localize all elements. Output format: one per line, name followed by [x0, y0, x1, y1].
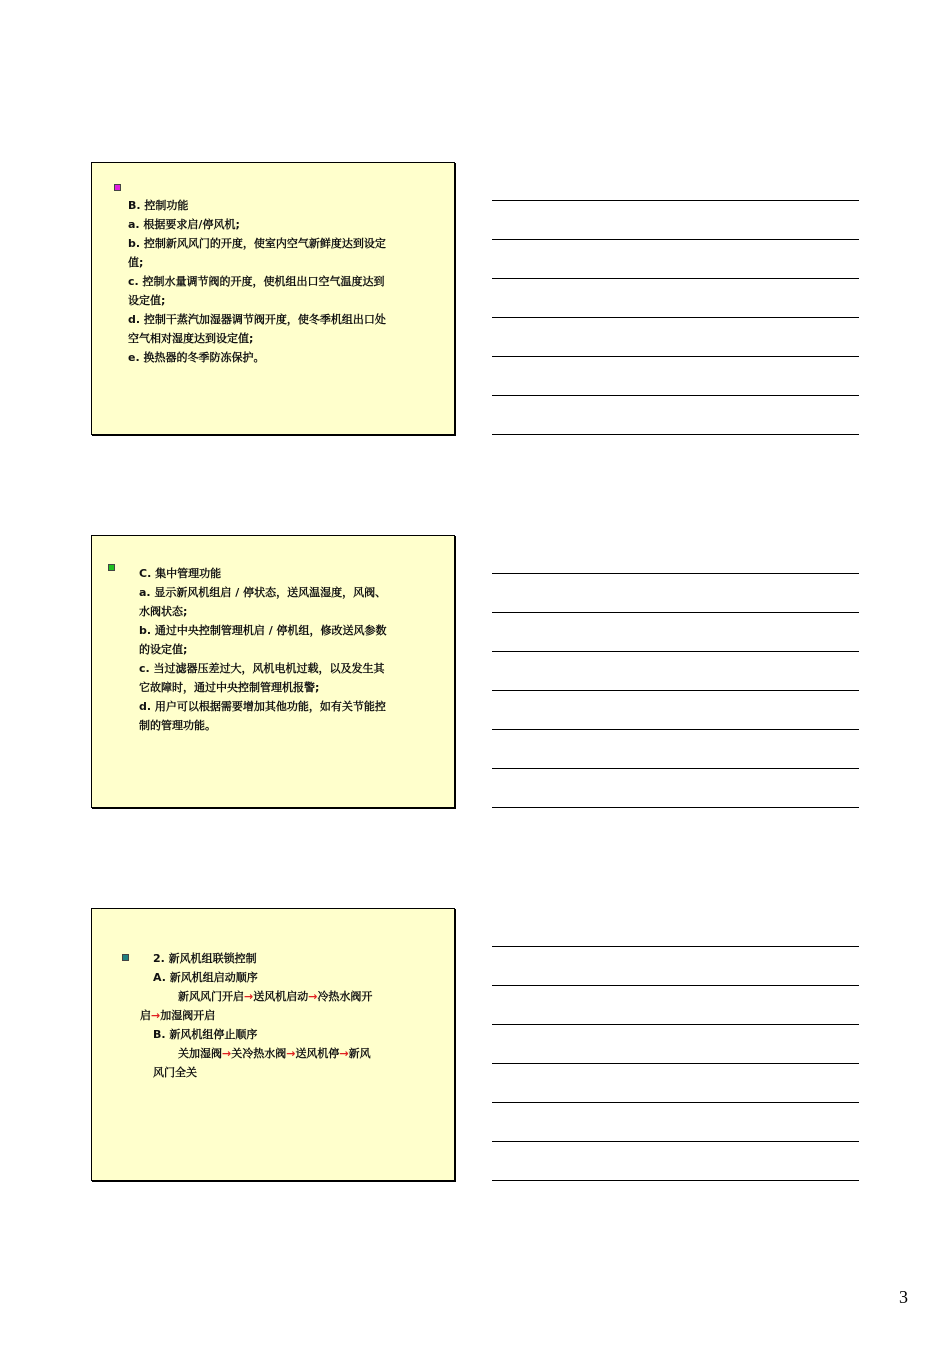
slide-2-line: 制的管理功能。 — [139, 719, 216, 732]
slide-2-content — [139, 564, 387, 735]
slide-1-line: a. 根据要求启/停风机; — [128, 218, 240, 231]
slide-1 — [91, 162, 455, 435]
note-line — [492, 768, 859, 769]
arrow-right-icon: → — [286, 1047, 296, 1060]
note-line — [492, 1180, 859, 1181]
note-line — [492, 395, 859, 396]
slide-2-line: 的设定值; — [139, 643, 188, 656]
bullet-square-icon — [108, 564, 115, 571]
note-line — [492, 1024, 859, 1025]
slide-1-line: b. 控制新风风门的开度，使室内空气新鲜度达到设定 — [128, 237, 386, 250]
arrow-right-icon: → — [339, 1047, 349, 1060]
slide-2 — [91, 535, 455, 808]
start-sequence-line — [140, 1006, 372, 1025]
start-step: 启 — [140, 1009, 151, 1022]
stop-sequence-line — [140, 1044, 372, 1063]
arrow-right-icon: → — [222, 1047, 232, 1060]
note-line — [492, 239, 859, 240]
start-step: 加湿阀开启 — [160, 1009, 216, 1022]
start-sequence-heading: A. 新风机组启动顺序 — [153, 971, 258, 984]
slide-3-title: 2. 新风机组联锁控制 — [153, 952, 257, 965]
note-line — [492, 1102, 859, 1103]
bullet-square-icon — [114, 184, 121, 191]
arrow-right-icon: → — [308, 990, 318, 1003]
slide-2-line: 水阀状态; — [139, 605, 188, 618]
note-line — [492, 690, 859, 691]
stop-step: 送风机停 — [295, 1047, 340, 1060]
stop-sequence-heading: B. 新风机组停止顺序 — [153, 1028, 258, 1041]
stop-step: 风门全关 — [153, 1066, 197, 1079]
note-line — [492, 356, 859, 357]
slide-1-line: 设定值; — [128, 294, 166, 307]
slide-1-line: e. 换热器的冬季防冻保护。 — [128, 351, 265, 364]
note-line — [492, 729, 859, 730]
slide-2-line: c. 当过滤器压差过大，风机电机过载，以及发生其 — [139, 662, 385, 675]
slide-1-line: d. 控制干蒸汽加湿器调节阀开度，使冬季机组出口处 — [128, 313, 386, 326]
slide-2-line: 它故障时，通过中央控制管理机报警; — [139, 681, 320, 694]
slide-2-line: C. 集中管理功能 — [139, 567, 222, 580]
page-number: 3 — [899, 1287, 908, 1307]
stop-step: 关冷热水阀 — [231, 1047, 287, 1060]
note-line — [492, 1141, 859, 1142]
slide-2-line: b. 通过中央控制管理机启 / 停机组，修改送风参数 — [139, 624, 387, 637]
slide-3 — [91, 908, 455, 1181]
arrow-right-icon: → — [151, 1009, 161, 1022]
start-step: 冷热水阀开 — [317, 990, 373, 1003]
arrow-right-icon: → — [244, 990, 254, 1003]
stop-step: 新风 — [348, 1047, 371, 1060]
bullet-square-icon — [122, 954, 129, 961]
slide-1-content — [128, 196, 386, 367]
slide-1-line: 空气相对湿度达到设定值; — [128, 332, 254, 345]
slide-1-line: 值; — [128, 256, 144, 269]
note-line — [492, 651, 859, 652]
note-line — [492, 573, 859, 574]
slide-1-line: c. 控制水量调节阀的开度，使机组出口空气温度达到 — [128, 275, 385, 288]
note-line — [492, 200, 859, 201]
stop-step: 关加湿阀 — [178, 1047, 222, 1060]
note-line — [492, 807, 859, 808]
note-line — [492, 434, 859, 435]
slide-2-line: a. 显示新风机组启 / 停状态，送风温湿度，风阀、 — [139, 586, 387, 599]
stop-sequence-line — [140, 1063, 372, 1082]
note-line — [492, 278, 859, 279]
note-line — [492, 612, 859, 613]
note-line — [492, 1063, 859, 1064]
start-step: 新风风门开启 — [178, 990, 244, 1003]
slide-1-line: B. 控制功能 — [128, 199, 189, 212]
slide-3-content — [140, 949, 372, 1082]
note-line — [492, 985, 859, 986]
note-line — [492, 317, 859, 318]
note-line — [492, 946, 859, 947]
slide-2-line: d. 用户可以根据需要增加其他功能，如有关节能控 — [139, 700, 386, 713]
start-step: 送风机启动 — [253, 990, 309, 1003]
start-sequence-line — [140, 987, 372, 1006]
